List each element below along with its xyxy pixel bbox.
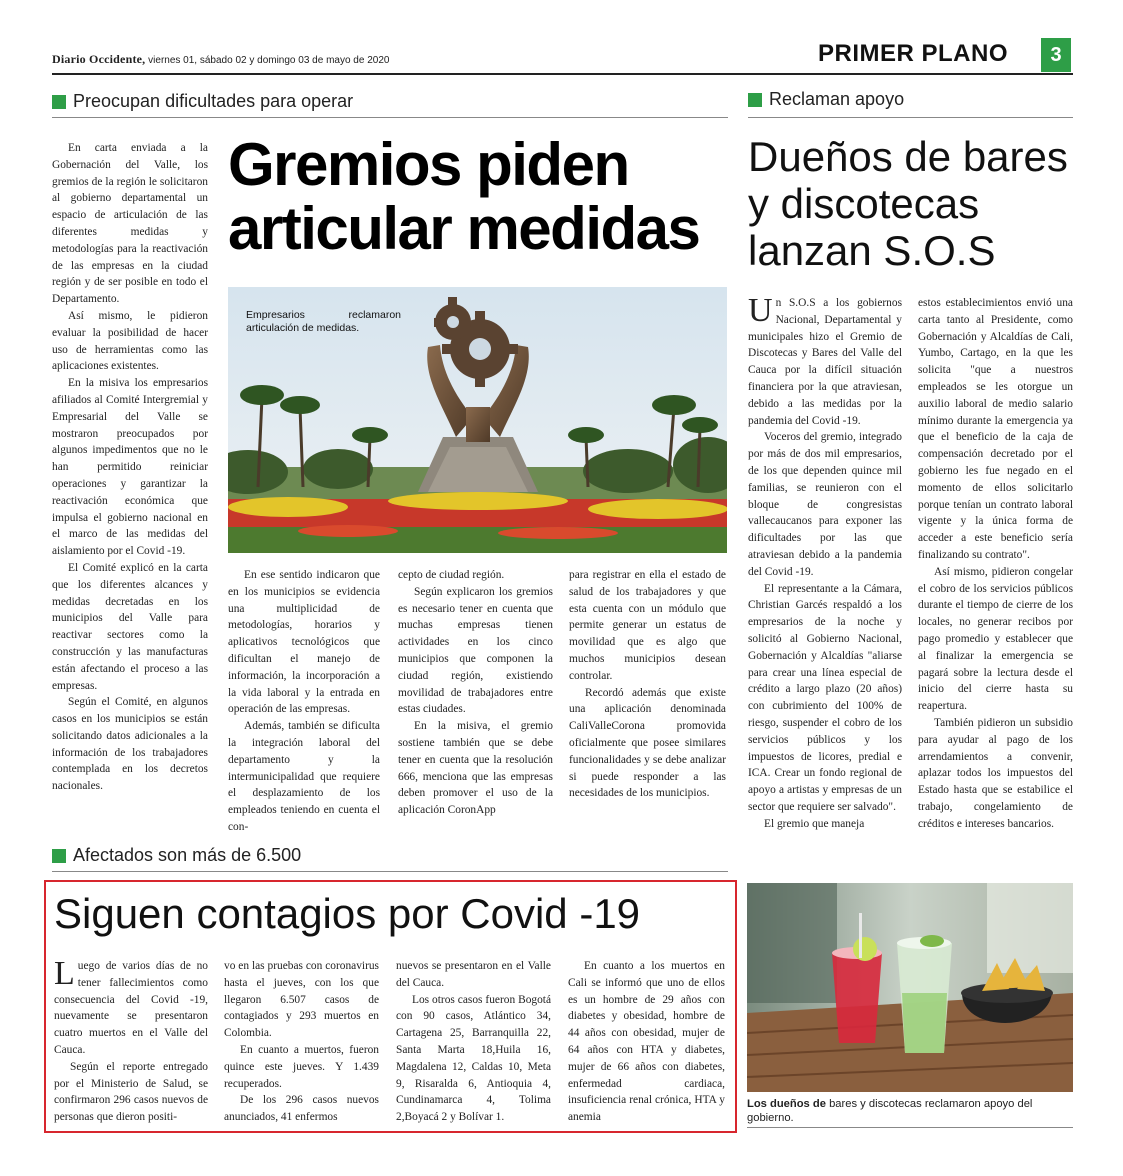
rule-right [748,117,1073,118]
paragraph: En la misiva, el gremio sostiene también que se debe tener en cuenta que la resolución 666, menciona que las empresas deben promover el uso de la aplicación CoronApp [398,720,553,817]
headline-bottom: Siguen contagios por Covid -19 [54,890,641,937]
masthead [52,52,389,67]
bottom-col-3 [396,958,551,1126]
bottom-col-1 [54,955,208,1126]
right-col-2 [918,295,1073,833]
kicker-main-text: Preocupan dificultades para operar [73,91,354,111]
paragraph: vo en las pruebas con coronavirus hasta el jueves, con los que llegaron 6.507 casos de contagiados y 293 muertos en Colombia. [224,960,379,1040]
cocktails-photo [747,883,1073,1092]
paragraph: El representante a la Cámara, Christian Garcés respaldó a los empresarios de la noche y solicitó al Gobierno Nacional, Gobernación y Alcaldías "aliarse para crear una línea especial de crédito a largo plazo (20 años) con cubrimiento del 100% de riesgo, suspender el cobro de los servicios públicos y los impuestos de licores, predial e ICA. Crear un fondo regional de apoyo a artistas y empresas de un sector que requiere ser salvado". [748,582,902,813]
issue-date: viernes 01, sábado 02 y domingo 03 de mayo de 2020 [148,55,390,66]
rule-bottom [52,871,728,872]
paragraph: Además, también se dificulta la integración laboral del departamento y la intermunicipalidad que requiere el desplazamiento de los empleados teniendo en cuenta el con- [228,720,380,833]
paragraph: El Comité explicó en la carta que los diferentes alcances y medidas decretadas en los municipios del Valle para reactivar sectores como la construcción y las manufacturas están afectando el proceso a las empresas. [52,561,208,692]
paragraph: para registrar en ella el estado de salud de los trabajadores y que esta cuenta con un módulo que permite generar un estatus de movilidad que es algo que muchos municipios desean controlar. [569,569,726,682]
paragraph: En cuanto a los muertos en Cali se informó que uno de ellos es un hombre de 29 años con diabetes y obesidad, hombre de 44 años con obesidad, mujer de 64 años con HTA y diabetes, mujer de 66 años con diabetes, enfermedad cardiaca, insuficiencia renal crónica, HTA y anemia [568,960,725,1124]
paragraph: Según explicaron los gremios es necesario tener en cuenta que muchas empresas tienen actividades en los cinco municipios que componen la ciudad región, existiendo movilidad de trabajadores entre estas ciudades. [398,585,553,716]
paragraph: También pidieron un subsidio para ayudar al pago de los arrendamientos a convenir, aplazar todos los impuestos del Estado hasta que se estabilice el trabajo, congelamiento de créditos e intereses bancarios. [918,716,1073,830]
paragraph: Los otros casos fueron Bogotá con 90 casos, Atlántico 34, Cartagena 25, Barranquilla 22, Santa Marta 18,Huila 16, Magdalena 12, Caldas 10, Meta 9, Risaralda 6, Antioquia 4, Cundinamarca 4, Tolima 2,Boyacá 2 y Bolívar 1. [396,993,551,1124]
paragraph: En la misiva los empresarios afiliados al Comité Intergremial y Empresarial del Valle se mostraron preocupados por algunos impedimentos que no le han permitido reiniciar operaciones y garantizar la reactivación económica que impulsa el gobierno nacional en el marco de las medidas del aislamiento por el Covid -19. [52,377,208,558]
section-name: PRIMER PLANO [818,40,1009,67]
cocktails-illustration [747,883,1073,1092]
right-col-1 [748,292,902,833]
page-number-badge: 3 [1041,38,1071,72]
paragraph: Un S.O.S a los gobiernos Nacional, Departamental y municipales hizo el Gremio de Discotecas y Bares del Valle del Cauca por la difícil situación financiera por la que atraviesan, debido a las medidas por la pandemia del Covid -19. [748,292,902,427]
photo-caption-side [747,1097,1075,1125]
paragraph: cepto de ciudad región. [398,569,505,581]
paragraph: Según el Comité, en algunos casos en los municipios se están solicitando datos adicionales a la información de los trabajadores contemplada en los decretos nacionales. [52,696,208,793]
headline-main [228,133,728,261]
main-col-2 [228,567,380,836]
paragraph: En cuanto a muertos, fueron quince este jueves. Y 1.439 recuperados. [224,1043,379,1090]
photo-caption-side-bold: Los dueños de [747,1098,826,1110]
headline-main-line1: Gremios piden [228,131,629,198]
paragraph: Luego de varios días de no tener fallecimientos como consecuencia del Covid -19, nuevamente se presentaron cuatro muertos en el Valle del Cauca. [54,955,208,1056]
rule-main [52,117,728,118]
kicker-bottom [52,845,301,866]
main-col-1 [52,140,208,795]
rule-caption [747,1127,1073,1128]
paragraph: Así mismo, le pidieron evaluar la posibilidad de hacer uso de herramientas como las aplicaciones existentes. [52,309,208,373]
headline-right-line3: lanzan S.O.S [748,227,996,274]
paragraph: En carta enviada a la Gobernación del Valle, los gremios de la región le solicitaron al gobierno departamental un espacio de articulación de las diferentes medidas y metodologías para la reactivación de las empresas en la ciudad región y de ser posible en todo el Departamento. [52,142,208,306]
paragraph: En ese sentido indicaron que en los municipios se evidencia una multiplicidad de metodologías, horarios y aplicativos tecnológicos que dificultan el manejo de información, la incorporación a la vida laboral y la entrada en operación de las empresas. [228,569,380,716]
paragraph: Según el reporte entregado por el Ministerio de Salud, se confirmaron 296 casos nuevos de personas que dieron positi- [54,1060,208,1124]
bottom-col-4 [568,958,725,1126]
kicker-bottom-text: Afectados son más de 6.500 [73,845,302,865]
headline-right-line1: Dueños de bares [748,133,1068,180]
green-square-icon [52,849,66,863]
headline-right [748,133,1078,274]
paragraph: Recordó además que existe una aplicación denominada CaliValleCorona promovida oficialmente que posee similares funcionalidades y se debe analizar si puede responder a las necesidades de los municipios. [569,686,726,800]
paragraph: De los 296 casos nuevos anunciados, 41 enfermos [224,1094,379,1124]
top-rule [52,73,1073,75]
headline-main-line2: articular medidas [228,195,700,262]
paragraph: Así mismo, pidieron congelar el cobro de los servicios públicos durante el tiempo de cierre de los locales, no generar recibos por pago promedio y establecer que al finalizar la emergencia se pagará sobre la lectura desde el inicio del cierre hasta su reapertura. [918,565,1073,713]
paragraph: Voceros del gremio, integrado por más de dos mil empresarios, de los que dependen quince mil familias, se reunieron con el bloque de congresistas vallecaucanos para exponer las dificultades por las que atraviesan debido a la pandemia del Covid -19. [748,431,902,578]
paragraph: estos establecimientos envió una carta tanto al Presidente, como Gobernación y Alcaldías de Cali, Yumbo, Cartago, en la que les solicita "que a nuestros empleados se les otorgue un auxilio laboral de medio salario mínimo durante la emergencia ya que el beneficio de la caja de compensación decretado por el gobierno les fue negado en el momento de ellos solicitarlo porque tenían un contrato laboral vigente y la única forma de acceder a este beneficio sería finalizando su contrato". [918,297,1073,561]
paragraph: El gremio que maneja [764,817,865,830]
kicker-main [52,91,353,112]
main-col-4 [569,567,726,802]
main-col-3 [398,567,553,819]
bottom-col-2 [224,958,379,1126]
photo-caption-side-text: bares y discotecas reclamaron apoyo del gobierno. [747,1098,1033,1124]
paragraph: nuevos se presentaron en el Valle del Cauca. [396,960,551,989]
kicker-right-text: Reclaman apoyo [769,89,905,109]
kicker-right [748,89,904,110]
green-square-icon [748,93,762,107]
newspaper-brand: Diario Occidente, [52,52,146,66]
photo-caption-main: Empresarios reclamaron articulación de medidas. [246,309,401,334]
headline-right-line2: y discotecas [748,180,980,227]
green-square-icon [52,95,66,109]
